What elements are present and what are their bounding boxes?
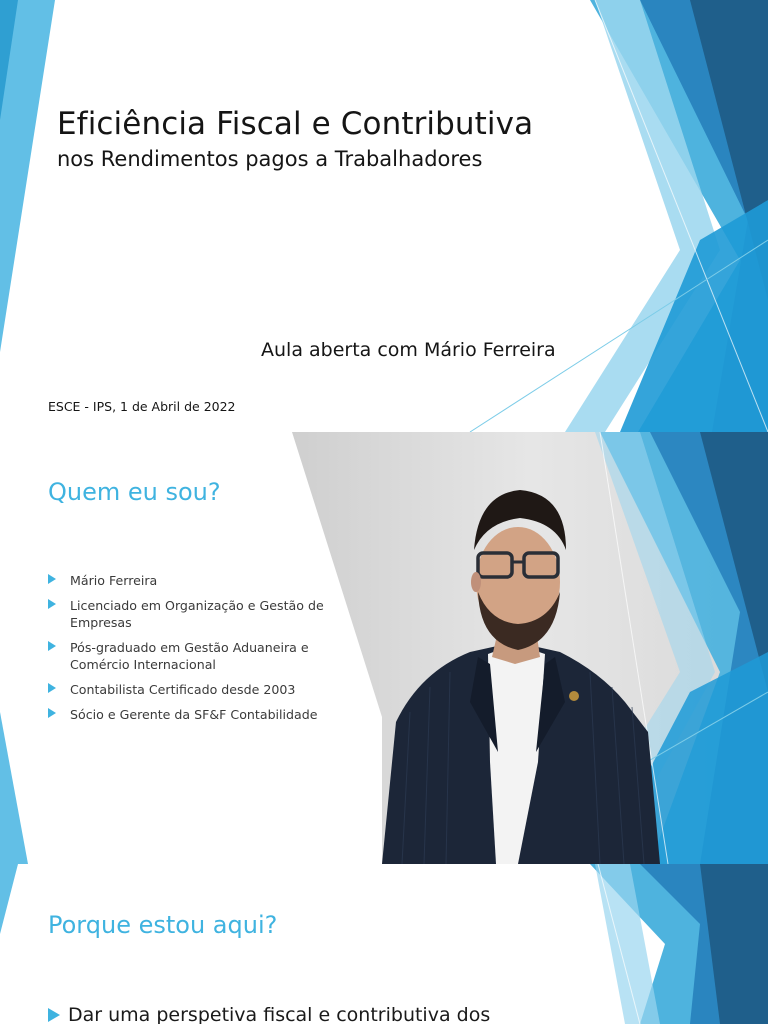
bullet-arrow-icon: [48, 683, 56, 693]
slide-heading: Porque estou aqui?: [48, 911, 278, 939]
slide-heading: Quem eu sou?: [48, 478, 221, 506]
list-item: Licenciado em Organização e Gestão de Empresas: [48, 597, 338, 631]
slide-decoration: [0, 864, 768, 1024]
slide-subtitle: nos Rendimentos pagos a Trabalhadores: [57, 147, 483, 171]
bio-list: [48, 572, 338, 731]
list-item: Contabilista Certificado desde 2003: [48, 681, 338, 698]
bullet-arrow-icon: [48, 1008, 60, 1022]
list-item: Pós-graduado em Gestão Aduaneira e Comércio Internacional: [48, 639, 338, 673]
slide-decoration: [0, 0, 768, 432]
slide-purpose: [0, 864, 768, 1024]
bullet-arrow-icon: [48, 599, 56, 609]
list-item: Dar uma perspetiva fiscal e contributiva dos: [48, 1004, 490, 1024]
list-item: Sócio e Gerente da SF&F Contabilidade: [48, 706, 338, 723]
bullet-arrow-icon: [48, 574, 56, 584]
list-item: Mário Ferreira: [48, 572, 338, 589]
slide-title-heading: Eficiência Fiscal e Contributiva: [57, 106, 534, 142]
presenter-line: Aula aberta com Mário Ferreira: [261, 339, 556, 361]
bullet-arrow-icon: [48, 641, 56, 651]
slide-about: [0, 432, 768, 864]
date-line: ESCE - IPS, 1 de Abril de 2022: [48, 399, 236, 414]
bullet-arrow-icon: [48, 708, 56, 718]
slide-title: [0, 0, 768, 432]
